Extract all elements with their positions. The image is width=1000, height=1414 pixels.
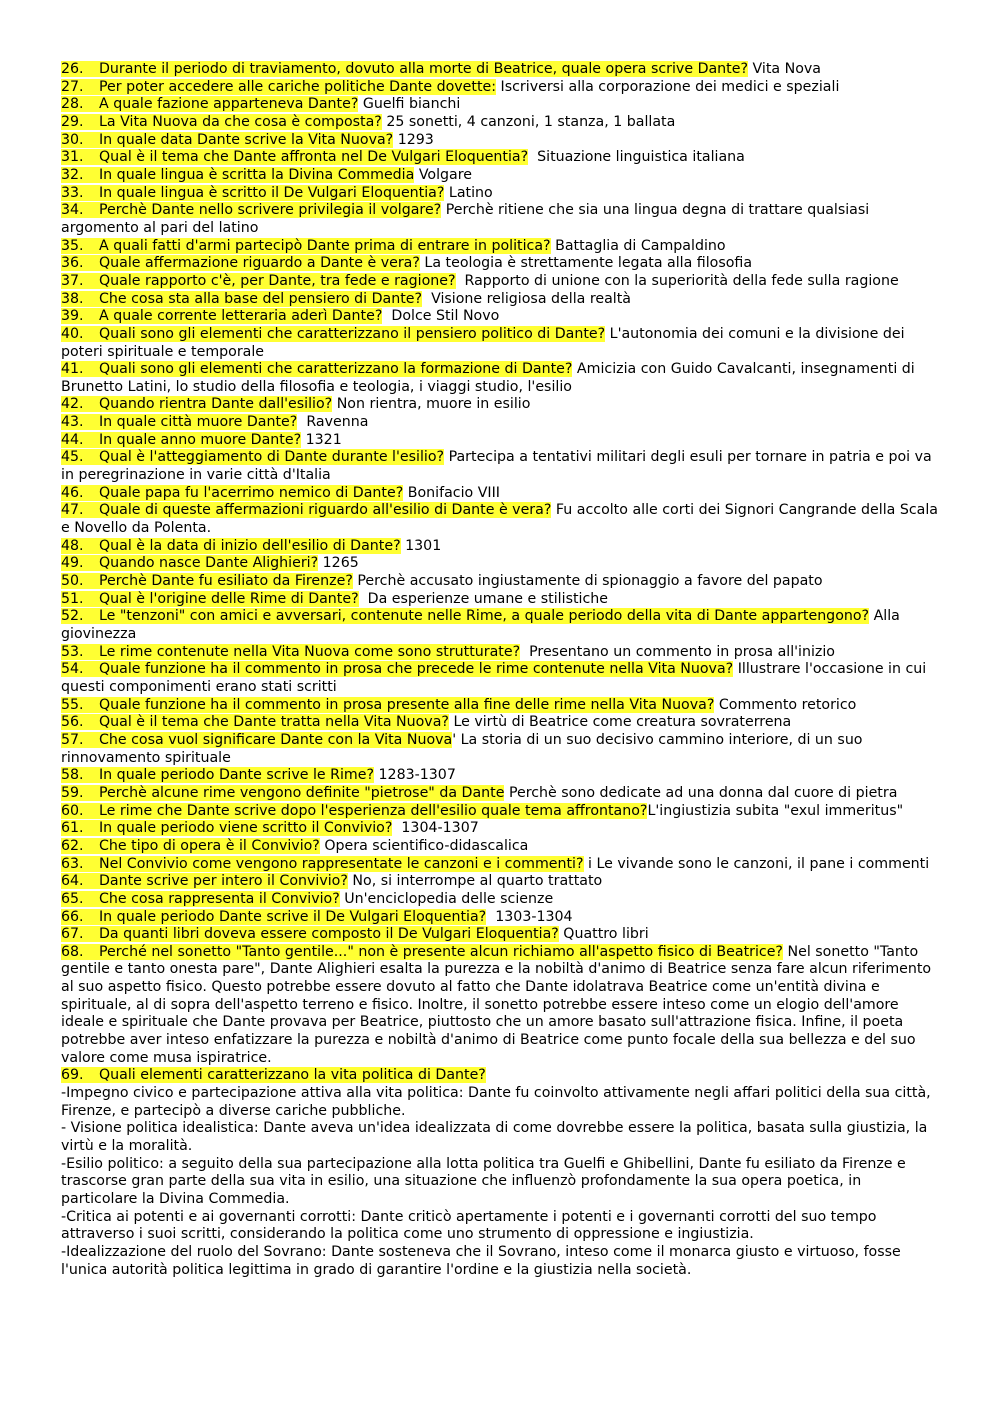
question-text: Perchè Dante fu esiliato da Firenze? [99, 573, 353, 590]
qa-entry [61, 873, 941, 891]
question-highlighted [61, 396, 332, 412]
qa-entry [61, 255, 941, 273]
question-highlighted [61, 785, 504, 801]
answer-text: 1304-1307 [392, 820, 479, 837]
question-text: Qual è l'origine delle Rime di Dante? [99, 590, 359, 607]
question-highlighted [61, 714, 449, 730]
question-highlighted [61, 202, 441, 218]
qa-entry [61, 149, 941, 167]
question-text: In quale lingua è scritto il De Vulgari Eloquentia? [99, 184, 445, 201]
question-number: 40. [61, 325, 84, 342]
qa-entry [61, 273, 941, 291]
question-text: A quali fatti d'armi partecipò Dante prima di entrare in politica? [99, 237, 551, 254]
qa-entry [61, 1067, 941, 1085]
question-highlighted [61, 644, 520, 660]
answer-text: 1293 [393, 131, 434, 148]
question-number: 47. [61, 502, 84, 519]
qa-entry [61, 238, 941, 256]
answer-text: La teologia è strettamente legata alla filosofia [419, 255, 753, 272]
question-highlighted [61, 891, 340, 907]
question-text: A quale fazione apparteneva Dante? [99, 96, 359, 113]
qa-entry [61, 591, 941, 609]
answer-text: Amicizia con Guido Cavalcanti, insegnamenti di Brunetto Latini, lo studio della filosofia e teologia, i viaggi studio, l'esilio [61, 361, 920, 395]
qa-entry [61, 785, 941, 803]
qa-entry [61, 485, 941, 503]
qa-entry [61, 891, 941, 909]
question-number: 64. [61, 873, 84, 890]
question-number: 63. [61, 855, 84, 872]
question-highlighted [61, 909, 486, 925]
question-number: 34. [61, 202, 84, 219]
answer-text: Da esperienze umane e stilistiche [358, 590, 608, 607]
question-number: 45. [61, 449, 84, 466]
question-number: 57. [61, 731, 84, 748]
question-number: 51. [61, 590, 84, 607]
qa-entry [61, 767, 941, 785]
question-text: Quali sono gli elementi che caratterizzano il pensiero politico di Dante? [99, 325, 606, 342]
question-text: Quando nasce Dante Alighieri? [99, 555, 319, 572]
question-text: Quale funzione ha il commento in prosa che precede le rime contenute nella Vita Nuova? [99, 661, 734, 678]
answer-text: Commento retorico [714, 696, 857, 713]
question-number: 48. [61, 537, 84, 554]
question-highlighted [61, 432, 301, 448]
question-text: Perchè Dante nello scrivere privilegia il volgare? [99, 202, 442, 219]
question-highlighted [61, 326, 605, 342]
question-highlighted [61, 732, 452, 748]
question-number: 66. [61, 908, 84, 925]
question-highlighted [61, 820, 392, 836]
answer-text: L'ingiustizia subita "exul immeritus" [647, 802, 904, 819]
political-life-paragraph: -Impegno civico e partecipazione attiva alla vita politica: Dante fu coinvolto attivamente negli affari politici della sua città, Firenze, e partecipò a diverse cariche pubbliche. [61, 1085, 931, 1119]
question-number: 60. [61, 802, 84, 819]
qa-entry [61, 432, 941, 450]
answer-text: Fu accolto alle corti dei Signori Cangrande della Scala e Novello da Polenta. [61, 502, 943, 537]
question-text: Quando rientra Dante dall'esilio? [99, 396, 333, 413]
qa-entry [61, 502, 941, 537]
qa-entry [61, 449, 941, 484]
answer-text: ' La storia di un suo decisivo cammino interiore, di un suo rinnovamento spirituale [61, 731, 868, 766]
question-text: Qual è la data di inizio dell'esilio di Dante? [99, 537, 401, 554]
question-text: Qual è il tema che Dante tratta nella Vita Nuova? [99, 714, 449, 731]
answer-text: i Le vivande sono le canzoni, il pane i commenti [583, 855, 930, 872]
question-number: 29. [61, 113, 84, 130]
question-number: 28. [61, 96, 84, 113]
political-life-paragraph: - Visione politica idealistica: Dante aveva un'idea idealizzata di come dovrebbe essere la politica, basata sulla giustizia, la virtù e la moralità. [61, 1120, 928, 1155]
answer-text: 1283-1307 [374, 767, 456, 784]
question-text: Che cosa sta alla base del pensiero di Dante? [99, 290, 423, 307]
question-number: 41. [61, 361, 84, 378]
question-highlighted [61, 361, 572, 377]
question-number: 44. [61, 431, 84, 448]
question-highlighted [61, 308, 382, 324]
qa-entry [61, 555, 941, 573]
question-text: Perché nel sonetto "Tanto gentile..." non è presente alcun richiamo all'aspetto fisico di Beatrice? [99, 943, 783, 960]
question-number: 53. [61, 643, 84, 660]
question-text: Per poter accedere alle cariche politiche Dante dovette: [99, 78, 497, 95]
question-highlighted [61, 803, 647, 819]
qa-entry [61, 291, 941, 309]
answer-text: 1321 [301, 431, 342, 448]
answer-text: Presentano un commento in prosa all'inizio [520, 643, 835, 660]
question-highlighted [61, 485, 403, 501]
question-highlighted [61, 573, 353, 589]
answer-text: 1301 [400, 537, 442, 554]
question-text: A quale corrente letteraria aderì Dante? [99, 308, 383, 325]
qa-entry [61, 820, 941, 838]
answer-text: Non rientra, muore in esilio [332, 396, 531, 413]
qa-entry [61, 838, 941, 856]
answer-text: Rapporto di unione con la superiorità della fede sulla ragione [455, 272, 899, 289]
qa-entry [61, 414, 941, 432]
question-highlighted [61, 273, 456, 289]
political-life-paragraph: -Critica ai potenti e ai governanti corrotti: Dante criticò apertamente i potenti e i governanti corrotti del suo tempo attraverso i suoi scritti, considerando la politica come uno strumento di oppressione e ingiustizia. [61, 1208, 877, 1243]
question-number: 38. [61, 290, 84, 307]
question-text: Quale papa fu l'acerrimo nemico di Dante? [99, 484, 404, 501]
qa-entry [61, 944, 941, 1068]
qa-entry [61, 926, 941, 944]
question-highlighted [61, 114, 382, 130]
question-number: 37. [61, 272, 84, 289]
question-number: 36. [61, 255, 84, 272]
question-highlighted [61, 608, 869, 624]
question-number: 33. [61, 184, 84, 201]
question-highlighted [61, 132, 393, 148]
question-number: 49. [61, 555, 84, 572]
political-life-paragraph: -Esilio politico: a seguito della sua partecipazione alla lotta politica tra Guelfi e Ghibellini, Dante fu esiliato da Firenze e trascorse gran parte della sua vita in esilio, una situazione che influenzò profondamente la sua opera poetica, in particolare la Divina Commedia. [61, 1155, 906, 1207]
qa-entry [61, 361, 941, 396]
qa-entry [61, 96, 941, 114]
question-highlighted [61, 96, 358, 112]
question-highlighted [61, 838, 320, 854]
answer-text: Opera scientifico-didascalica [319, 837, 529, 854]
answer-text: Partecipa a tentativi militari degli esuli per tornare in patria e poi va in peregrinazione in varie città d'Italia [61, 449, 937, 484]
question-text: In quale lingua è scritta la Divina Commedia [99, 166, 415, 183]
question-number: 32. [61, 166, 84, 183]
question-number: 30. [61, 131, 84, 148]
question-number: 26. [61, 61, 84, 77]
question-highlighted [61, 944, 783, 960]
answer-text: 1265 [318, 555, 359, 572]
qa-entry [61, 644, 941, 662]
question-number: 27. [61, 78, 84, 95]
question-number: 67. [61, 926, 84, 943]
answer-text: Nel sonetto "Tanto gentile e tanto onesta pare", Dante Alighieri esalta la purezza e la nobiltà d'animo di Beatrice senza fare alcun riferimento al suo aspetto fisico. Questo potrebbe essere dovuto al fatto che Dante idolatrava Beatrice come un'entità divina e spirituale, al di sopra dell'aspetto terreno e fisico. Inoltre, il sonetto potrebbe essere inteso come un elogio dell'amore ideale e spirituale che Dante provava per Beatrice, piuttosto che un amore basato sull'attrazione fisica. Infine, il poeta potrebbe aver inteso enfatizzare la purezza e nobiltà d'animo di Beatrice come punto focale della sua bellezza e del suo valore come musa ispiratrice. [61, 943, 936, 1066]
qa-entry [61, 573, 941, 591]
question-highlighted [61, 767, 374, 783]
question-highlighted [61, 538, 401, 554]
question-highlighted [61, 238, 551, 254]
question-number: 52. [61, 608, 84, 625]
answer-text: Perchè ritiene che sia una lingua degna di trattare qualsiasi argomento al pari del latino [61, 202, 874, 236]
qa-entry [61, 396, 941, 414]
question-text: In quale anno muore Dante? [99, 431, 302, 448]
answer-text: Alla giovinezza [61, 608, 905, 642]
question-number: 31. [61, 149, 84, 166]
qa-entry [61, 202, 941, 237]
question-text: Che tipo di opera è il Convivio? [99, 837, 320, 854]
question-number: 61. [61, 820, 84, 837]
answer-text: Iscriversi alla corporazione dei medici e speziali [496, 78, 840, 95]
question-number: 55. [61, 696, 84, 713]
question-number: 62. [61, 837, 84, 854]
qa-entry [61, 661, 941, 696]
document-page [61, 61, 941, 1279]
answer-text: Illustrare l'occasione in cui questi componimenti erano stati scritti [61, 661, 931, 695]
question-highlighted [61, 555, 318, 571]
question-text: Quali sono gli elementi che caratterizzano la formazione di Dante? [99, 361, 573, 378]
question-text: In quale città muore Dante? [99, 414, 298, 431]
question-text: Nel Convivio come vengono rappresentate le canzoni e i commenti? [99, 855, 584, 872]
question-text: Che cosa vuol significare Dante con la Vita Nuova [99, 731, 453, 748]
question-highlighted [61, 149, 528, 165]
question-highlighted [61, 1067, 486, 1083]
question-highlighted [61, 185, 444, 201]
question-text: Qual è il tema che Dante affronta nel De Vulgari Eloquentia? [99, 149, 529, 166]
question-text: Quale affermazione riguardo a Dante è vera? [99, 255, 420, 272]
answer-text: Un'enciclopedia delle scienze [339, 890, 554, 907]
question-number: 43. [61, 414, 84, 431]
qa-entry [61, 326, 941, 361]
question-highlighted [61, 291, 422, 307]
qa-entry [61, 167, 941, 185]
political-life-paragraph: -Idealizzazione del ruolo del Sovrano: Dante sosteneva che il Sovrano, inteso come il monarca giusto e virtuoso, fosse l'unica autorità politica legittima in grado di garantire l'ordine e la giustizia nella società. [61, 1243, 901, 1278]
question-text: Le rime che Dante scrive dopo l'esperienza dell'esilio quale tema affrontano? [99, 802, 648, 819]
question-number: 56. [61, 714, 84, 731]
qa-entry [61, 856, 941, 874]
answer-text: Situazione linguistica italiana [528, 149, 745, 166]
question-text: Dante scrive per intero il Convivio? [99, 873, 348, 890]
question-number: 42. [61, 396, 84, 413]
question-text: Quale funzione ha il commento in prosa presente alla fine delle rime nella Vita Nuova? [99, 696, 715, 713]
qa-entry [61, 79, 941, 97]
question-highlighted [61, 414, 297, 430]
answer-text: Volgare [414, 166, 472, 183]
answer-text: L'autonomia dei comuni e la divisione dei poteri spirituale e temporale [61, 325, 910, 360]
question-text: Qual è l'atteggiamento di Dante durante l'esilio? [99, 449, 445, 466]
question-text: Da quanti libri doveva essere composto il De Vulgari Eloquentia? [99, 926, 559, 943]
question-highlighted [61, 926, 559, 942]
question-text: In quale periodo Dante scrive il De Vulgari Eloquentia? [99, 908, 487, 925]
qa-entry [61, 308, 941, 326]
answer-text: Dolce Stil Novo [382, 308, 500, 325]
question-text: Le rime contenute nella Vita Nuova come sono strutturate? [99, 643, 521, 660]
question-highlighted [61, 61, 748, 77]
question-text: In quale periodo Dante scrive le Rime? [99, 767, 375, 784]
question-number: 46. [61, 484, 84, 501]
qa-entry [61, 697, 941, 715]
answer-text: Perchè accusato ingiustamente di spionaggio a favore del papato [352, 573, 823, 590]
qa-entry [61, 114, 941, 132]
answer-text: Quattro libri [558, 926, 649, 943]
question-text: La Vita Nuova da che cosa è composta? [99, 113, 382, 130]
qa-entry [61, 61, 941, 79]
question-highlighted [61, 449, 444, 465]
qa-entry [61, 185, 941, 203]
qa-entry [61, 538, 941, 556]
question-highlighted [61, 856, 584, 872]
question-text: Perchè alcune rime vengono definite "pietrose" da Dante [99, 784, 505, 801]
answer-text: Ravenna [297, 414, 369, 431]
question-highlighted [61, 873, 348, 889]
qa-entry [61, 132, 941, 150]
question-number: 69. [61, 1067, 84, 1084]
question-text: Durante il periodo di traviamento, dovuto alla morte di Beatrice, quale opera scrive Dante? [99, 61, 748, 77]
question-text: Che cosa rappresenta il Convivio? [99, 890, 340, 907]
answer-text: Visione religiosa della realtà [422, 290, 631, 307]
question-highlighted [61, 502, 551, 518]
question-number: 68. [61, 943, 84, 960]
answer-text: Battaglia di Campaldino [550, 237, 726, 254]
qa-entry [61, 732, 941, 767]
question-text: Quali elementi caratterizzano la vita politica di Dante? [99, 1067, 486, 1084]
answer-text: No, si interrompe al quarto trattato [347, 873, 603, 890]
question-text: Le "tenzoni" con amici e avversari, contenute nelle Rime, a quale periodo della vita di Dante appartengono? [99, 608, 870, 625]
qa-entry [61, 909, 941, 927]
answer-text: Bonifacio VIII [403, 484, 500, 501]
question-number: 39. [61, 308, 84, 325]
question-number: 54. [61, 661, 84, 678]
question-number: 65. [61, 890, 84, 907]
answer-text: Le virtù di Beatrice come creatura sovraterrena [448, 714, 792, 731]
answer-text: 25 sonetti, 4 canzoni, 1 stanza, 1 ballata [381, 113, 676, 130]
question-number: 58. [61, 767, 84, 784]
question-number: 35. [61, 237, 84, 254]
question-text: In quale data Dante scrive la Vita Nuova? [99, 131, 394, 148]
question-highlighted [61, 591, 359, 607]
question-number: 59. [61, 784, 84, 801]
answer-text: Perchè sono dedicate ad una donna dal cuore di pietra [504, 784, 898, 801]
question-highlighted [61, 167, 414, 183]
question-text: In quale periodo viene scritto il Convivio? [99, 820, 393, 837]
question-highlighted [61, 255, 420, 271]
question-highlighted [61, 697, 714, 713]
qa-entry [61, 714, 941, 732]
qa-entry [61, 803, 941, 821]
answer-text: Vita Nova [748, 61, 821, 77]
question-highlighted [61, 661, 733, 677]
question-number: 50. [61, 573, 84, 590]
question-highlighted [61, 79, 496, 95]
answer-text: Guelfi bianchi [358, 96, 461, 113]
answer-text: 1303-1304 [486, 908, 573, 925]
answer-text: Latino [444, 184, 493, 201]
question-text: Quale di queste affermazioni riguardo all'esilio di Dante è vera? [99, 502, 552, 519]
qa-entry [61, 608, 941, 643]
question-text: Quale rapporto c'è, per Dante, tra fede e ragione? [99, 272, 456, 289]
